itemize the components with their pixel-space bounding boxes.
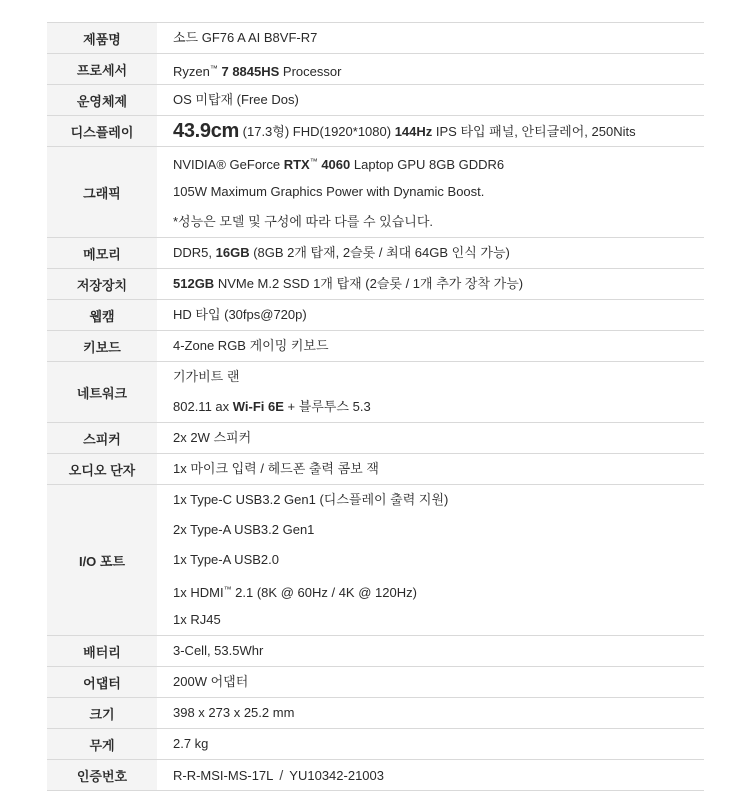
text: 2.1 (8K @ 60Hz / 4K @ 120Hz) bbox=[231, 585, 417, 600]
spec-row-os bbox=[47, 84, 704, 115]
spec-row-product bbox=[47, 22, 704, 53]
spec-row-audio bbox=[47, 453, 704, 484]
spec-value-line: 2.7 kg bbox=[173, 736, 209, 751]
text: + 블루투스 5.3 bbox=[283, 399, 371, 414]
spec-row-cert bbox=[47, 759, 704, 791]
spec-label: 저장장치 bbox=[47, 269, 157, 299]
text: Laptop GPU 8GB GDDR6 bbox=[350, 157, 505, 172]
text: (8GB 2개 탑재, 2슬롯 / 최대 64GB 인식 가능) bbox=[249, 245, 510, 260]
trademark: ™ bbox=[209, 64, 218, 73]
spec-row-io bbox=[47, 484, 704, 635]
spec-value bbox=[157, 85, 704, 115]
text: 1x HDMI bbox=[173, 585, 224, 600]
spec-row-battery bbox=[47, 635, 704, 666]
text-bold: 144Hz bbox=[394, 124, 433, 139]
spec-value bbox=[157, 362, 704, 422]
spec-row-display bbox=[47, 115, 704, 146]
spec-label: 배터리 bbox=[47, 636, 157, 666]
text: Processor bbox=[279, 64, 342, 79]
spec-row-processor bbox=[47, 53, 704, 84]
text-bold: 16GB bbox=[215, 245, 250, 260]
text: IPS 타입 패널, 안티글레어, 250Nits bbox=[432, 124, 636, 139]
spec-value-line: 2x Type-A USB3.2 Gen1 bbox=[173, 522, 315, 537]
text: NVMe M.2 SSD 1개 탑재 (2슬롯 / 1개 추가 장착 가능) bbox=[214, 276, 524, 291]
spec-value-line: 기가비트 랜 bbox=[173, 369, 240, 384]
spec-value bbox=[157, 331, 704, 361]
spec-label: 스피커 bbox=[47, 423, 157, 453]
spec-value bbox=[157, 729, 704, 759]
spec-value-line: 2x 2W 스피커 bbox=[173, 430, 252, 445]
text-bold: 7 8845HS bbox=[217, 64, 280, 79]
spec-row-keyboard bbox=[47, 330, 704, 361]
spec-label: 디스플레이 bbox=[47, 116, 157, 146]
separator: / bbox=[279, 767, 284, 783]
spec-label: 무게 bbox=[47, 729, 157, 759]
spec-value-line: 200W 어댑터 bbox=[173, 674, 249, 689]
spec-row-memory bbox=[47, 237, 704, 268]
spec-value-line: 3-Cell, 53.5Whr bbox=[173, 643, 264, 658]
spec-value bbox=[157, 636, 704, 666]
spec-label: 운영체제 bbox=[47, 85, 157, 115]
spec-value-line: 소드 GF76 A AI B8VF-R7 bbox=[173, 30, 318, 45]
spec-value-line bbox=[173, 760, 704, 790]
spec-value bbox=[157, 760, 704, 790]
spec-value bbox=[157, 147, 704, 237]
spec-row-adapter bbox=[47, 666, 704, 697]
spec-row-webcam bbox=[47, 299, 704, 330]
trademark: ™ bbox=[223, 585, 232, 594]
text-bold: 512GB bbox=[173, 276, 215, 291]
spec-label: 프로세서 bbox=[47, 54, 157, 84]
spec-value bbox=[157, 116, 704, 146]
spec-value bbox=[157, 698, 704, 728]
spec-row-speaker bbox=[47, 422, 704, 453]
spec-value-line: 1x Type-C USB3.2 Gen1 (디스플레이 출력 지원) bbox=[173, 492, 449, 507]
spec-value-line: 1x 마이크 입력 / 헤드폰 출력 콤보 잭 bbox=[173, 461, 379, 476]
spec-value bbox=[157, 54, 704, 84]
spec-value-line: OS 미탑재 (Free Dos) bbox=[173, 92, 299, 107]
spec-value bbox=[157, 238, 704, 268]
spec-value bbox=[157, 454, 704, 484]
spec-row-storage bbox=[47, 268, 704, 299]
spec-row-weight bbox=[47, 728, 704, 759]
spec-value-line: 1x RJ45 bbox=[173, 612, 221, 627]
spec-value bbox=[157, 485, 704, 635]
spec-value-line bbox=[173, 116, 704, 146]
text: (17.3형) FHD(1920*1080) bbox=[239, 124, 395, 139]
spec-label: 메모리 bbox=[47, 238, 157, 268]
spec-value-line: 398 x 273 x 25.2 mm bbox=[173, 705, 295, 720]
display-size: 43.9cm bbox=[173, 120, 240, 142]
spec-value bbox=[157, 269, 704, 299]
spec-value-line bbox=[173, 147, 704, 177]
spec-value-line: HD 타입 (30fps@720p) bbox=[173, 307, 307, 322]
spec-row-graphics bbox=[47, 146, 704, 237]
spec-label: 인증번호 bbox=[47, 760, 157, 790]
spec-value-line bbox=[173, 575, 704, 605]
spec-value-line: 1x Type-A USB2.0 bbox=[173, 552, 279, 567]
text-bold: Wi-Fi 6E bbox=[232, 399, 284, 414]
spec-label: 어댑터 bbox=[47, 667, 157, 697]
spec-value-line: *성능은 모델 및 구성에 따라 다를 수 있습니다. bbox=[173, 214, 433, 229]
spec-value-line bbox=[173, 238, 704, 268]
spec-label: 오디오 단자 bbox=[47, 454, 157, 484]
spec-value-line bbox=[173, 392, 704, 422]
spec-label: 웹캠 bbox=[47, 300, 157, 330]
text: Ryzen bbox=[173, 64, 210, 79]
cert-number: R-R-MSI-MS-17L bbox=[173, 768, 274, 783]
spec-value bbox=[157, 667, 704, 697]
spec-label: 키보드 bbox=[47, 331, 157, 361]
spec-label: 크기 bbox=[47, 698, 157, 728]
spec-value bbox=[157, 23, 704, 53]
spec-label: I/O 포트 bbox=[47, 485, 157, 635]
trademark: ™ bbox=[309, 157, 318, 166]
text-bold: 4060 bbox=[317, 157, 351, 172]
spec-value-line bbox=[173, 269, 704, 299]
spec-value-line bbox=[173, 54, 704, 84]
spec-row-network bbox=[47, 361, 704, 422]
spec-row-size bbox=[47, 697, 704, 728]
text-bold: RTX bbox=[283, 157, 310, 172]
spec-value bbox=[157, 300, 704, 330]
spec-value bbox=[157, 423, 704, 453]
cert-number: YU10342-21003 bbox=[289, 768, 384, 783]
text: 802.11 ax bbox=[173, 399, 233, 414]
spec-value-line: 105W Maximum Graphics Power with Dynamic Boost. bbox=[173, 184, 485, 199]
spec-value-line: 4-Zone RGB 게이밍 키보드 bbox=[173, 338, 329, 353]
text: NVIDIA® GeForce bbox=[173, 157, 284, 172]
spec-label: 그래픽 bbox=[47, 147, 157, 237]
spec-table bbox=[47, 22, 704, 791]
spec-label: 제품명 bbox=[47, 23, 157, 53]
text: DDR5, bbox=[173, 245, 216, 260]
spec-label: 네트워크 bbox=[47, 362, 157, 422]
